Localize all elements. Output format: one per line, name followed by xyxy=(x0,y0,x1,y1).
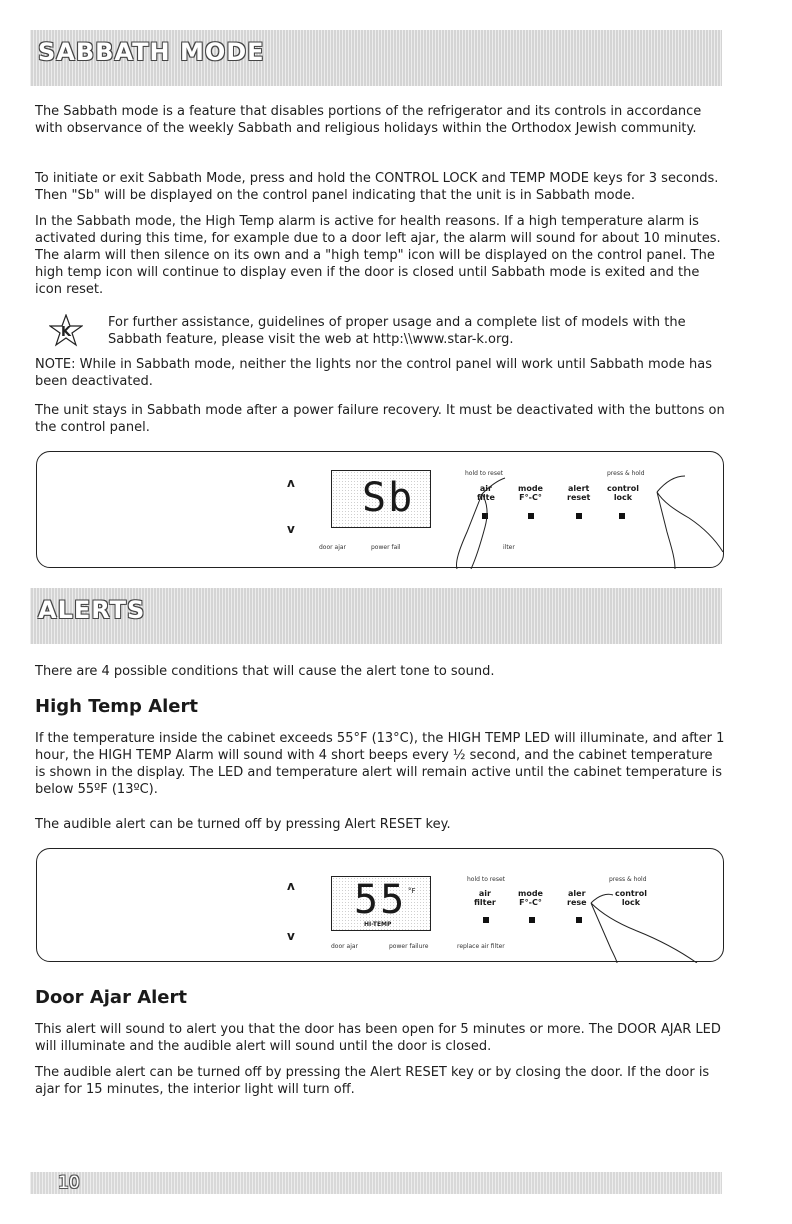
sabbath-paragraph-3: In the Sabbath mode, the High Temp alarm is active for health reasons. If a high temperature alarm is activated during this time, for example due to a door left ajar, the alarm will sound for about 10 minutes. The alarm will then silence on its own and a "high temp" icon will be displayed on the control panel. The high temp icon will continue to display even if the door is closed until Sabbath mode is exited and the icon reset. xyxy=(35,214,721,297)
sabbath-paragraph-4: For further assistance, guidelines of proper usage and a complete list of models with the Sabbath feature, please visit the web at http:\\www.star-k.org. xyxy=(108,315,686,347)
replace-air-filter-indicator: replace air filter xyxy=(457,943,505,950)
door-ajar-paragraph-1: This alert will sound to alert you that the door has been open for 5 minutes or more. The DOOR AJAR LED will illuminate and the audible alert will sound until the door is closed. xyxy=(35,1022,721,1054)
control-panel-sabbath xyxy=(36,451,724,568)
air-label: air xyxy=(479,484,492,493)
sabbath-note: NOTE: While in Sabbath mode, neither the lights nor the control panel will work until Sabbath mode has been deactivated. xyxy=(35,357,712,389)
star-k-icon xyxy=(49,314,83,348)
alert-label: aler xyxy=(568,889,586,898)
door-ajar-indicator: door ajar xyxy=(319,544,347,551)
alerts-title: ALERTS xyxy=(38,596,146,624)
temp-up-button[interactable]: ʌ xyxy=(287,476,295,490)
power-failure-indicator: power failure xyxy=(389,943,429,950)
display-value: 55 xyxy=(354,877,407,923)
control-label: control xyxy=(615,889,647,898)
pointing-hand-illustration xyxy=(577,879,723,963)
sabbath-paragraph-2: To initiate or exit Sabbath Mode, press and hold the CONTROL LOCK and TEMP MODE keys for 3 seconds. Then "Sb" will be displayed on the control panel indicating that the unit is in Sabbath mode. xyxy=(35,171,719,203)
sabbath-mode-title: SABBATH MODE xyxy=(38,38,265,66)
hi-temp-label: HI-TEMP xyxy=(364,921,392,928)
sabbath-paragraph-1: The Sabbath mode is a feature that disables portions of the refrigerator and its controls in accordance with observance of the weekly Sabbath and religious holidays within the Orthodox Jewish community. xyxy=(35,104,702,136)
filter-label: filter xyxy=(474,898,496,907)
power-fail-indicator: power fail xyxy=(371,544,401,551)
hold-to-reset-label: hold to reset xyxy=(467,876,505,883)
air-filter-button[interactable] xyxy=(474,889,496,907)
high-temp-alert-heading: High Temp Alert xyxy=(35,696,198,717)
lock-label: lock xyxy=(621,898,641,907)
sabbath-paragraph-6: The unit stays in Sabbath mode after a power failure recovery. It must be deactivated with the buttons on the control panel. xyxy=(35,403,725,435)
star-k-letter: K xyxy=(60,325,72,340)
door-ajar-paragraph-2: The audible alert can be turned off by pressing the Alert RESET key or by closing the door. If the door is ajar for 15 minutes, the interior light will turn off. xyxy=(35,1065,710,1097)
lock-label: lock xyxy=(613,493,633,502)
press-hold-label: press & hold xyxy=(607,470,645,477)
display-value: Sb xyxy=(362,475,415,521)
temp-mode-button[interactable] xyxy=(518,889,543,907)
alerts-intro: There are 4 possible conditions that will cause the alert tone to sound. xyxy=(35,664,495,679)
page-number: 10 xyxy=(58,1173,80,1193)
alert-key[interactable] xyxy=(576,513,582,519)
temp-up-button[interactable]: ʌ xyxy=(287,879,295,893)
mode-label: mode xyxy=(518,484,543,493)
sabbath-mode-banner xyxy=(30,30,722,86)
temp-down-button[interactable]: v xyxy=(287,929,295,943)
mode-key[interactable] xyxy=(529,917,535,923)
filter-indicator: ilter xyxy=(503,544,515,551)
display-screen xyxy=(331,470,431,528)
reset-label: rese xyxy=(567,898,587,907)
alert-reset-button[interactable] xyxy=(567,484,590,502)
mode-label: mode xyxy=(518,889,543,898)
high-temp-paragraph-2: The audible alert can be turned off by pressing Alert RESET key. xyxy=(35,817,451,832)
lock-key[interactable] xyxy=(619,513,625,519)
fc-label: F°-C° xyxy=(519,898,542,907)
air-label: air xyxy=(478,889,491,898)
air-filter-key[interactable] xyxy=(483,917,489,923)
press-hold-label: press & hold xyxy=(609,876,647,883)
alert-label: alert xyxy=(568,484,590,493)
control-label: control xyxy=(607,484,639,493)
reset-label: reset xyxy=(567,493,591,502)
fc-label: F°-C° xyxy=(519,493,542,502)
display-unit: °F xyxy=(408,887,416,895)
alerts-banner xyxy=(30,588,722,644)
control-panel-high-temp xyxy=(36,848,724,962)
hold-to-reset-label: hold to reset xyxy=(465,470,503,477)
filter-label: filte xyxy=(477,493,495,502)
mode-key[interactable] xyxy=(528,513,534,519)
temp-down-button[interactable]: v xyxy=(287,522,295,536)
door-ajar-indicator: door ajar xyxy=(331,943,359,950)
page-footer xyxy=(30,1172,722,1194)
high-temp-paragraph-1: If the temperature inside the cabinet exceeds 55°F (13°C), the HIGH TEMP LED will illuminate, and after 1 hour, the HIGH TEMP Alarm will sound with 4 short beeps every ½ second, and the cabinet temperature is shown in the display. The LED and temperature alert will remain active until the cabinet temperature is below 55ºF (13ºC). xyxy=(35,731,725,797)
door-ajar-alert-heading: Door Ajar Alert xyxy=(35,987,187,1008)
display-screen xyxy=(331,876,431,931)
pointing-hand-left-illustration xyxy=(437,472,527,569)
pointing-hand-right-illustration xyxy=(627,462,724,569)
